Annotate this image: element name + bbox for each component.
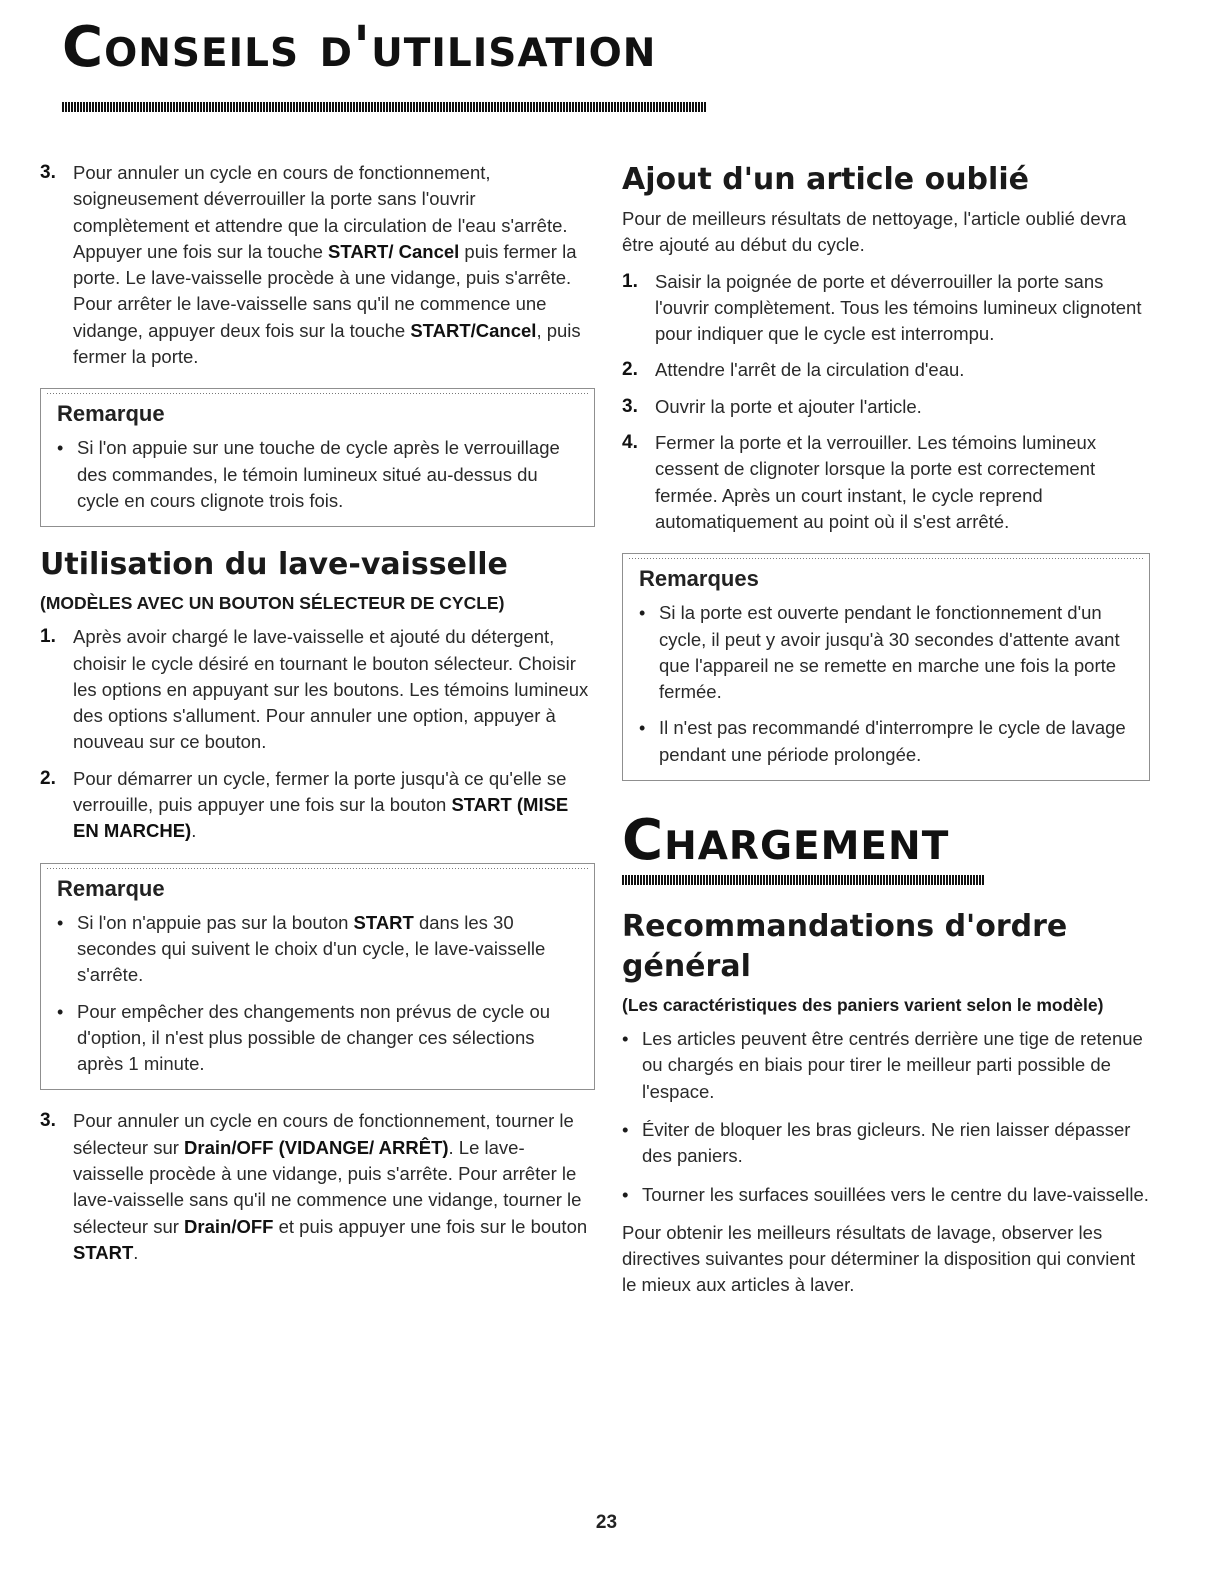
bullet-icon: • bbox=[622, 1183, 629, 1205]
step-number: 3. bbox=[622, 395, 638, 417]
note-text: Il n'est pas recommandé d'interrompre le cycle de lavage pendant une période prolongée. bbox=[659, 717, 1126, 765]
bold-run: START/ Cancel bbox=[328, 240, 460, 262]
section-heading: Recommandations d'ordre général bbox=[622, 909, 1068, 985]
note-item bbox=[57, 910, 578, 989]
text-run: dans les 30 secondes qui suivent le choix d'un cycle, le lave-vaisselle s'arrête. bbox=[77, 911, 546, 986]
page-number: 23 bbox=[595, 1512, 618, 1533]
bold-run: START (MISE EN MARCHE) bbox=[73, 794, 569, 842]
bullet-icon: • bbox=[639, 718, 646, 739]
note-title: Remarque bbox=[57, 401, 165, 427]
bold-run: Drain/OFF bbox=[184, 1215, 274, 1237]
bullet-icon: • bbox=[622, 1118, 629, 1140]
text-run: puis fermer la porte. Le lave-vaisselle procède à une vidange, puis s'arrête. Pour arrêter le lave-vaisselle sans qu'il ne commence une vidange, appuyer deux fois sur la touche bbox=[73, 240, 577, 341]
list-item-text: Les articles peuvent être centrés derrière une tige de retenue ou chargés en biais pour tirer le meilleur parti possible de l'espace. bbox=[642, 1028, 1143, 1102]
text-run: et puis appuyer une fois sur le bouton bbox=[273, 1215, 588, 1237]
bullet-icon: • bbox=[639, 603, 646, 624]
bold-run: START bbox=[353, 911, 414, 933]
note-item bbox=[639, 715, 1133, 768]
bold-run: START bbox=[73, 1241, 134, 1263]
step-number: 2. bbox=[40, 767, 56, 789]
right-column bbox=[622, 160, 1150, 1299]
step-text: Attendre l'arrêt de la circulation d'eau. bbox=[655, 359, 965, 381]
bullet-icon: • bbox=[57, 438, 64, 459]
note-text: Si la porte est ouverte pendant le fonctionnement d'un cycle, il peut y avoir jusqu'à 30 secondes d'attente avant que l'appareil ne se remette en marche une fois la porte fermée. bbox=[659, 602, 1120, 703]
usage-step bbox=[40, 624, 595, 755]
text-run: Pour annuler un cycle en cours de fonctionnement, tourner le sélecteur sur bbox=[73, 1110, 574, 1158]
section-heading: Ajout d'un article oublié bbox=[622, 162, 1029, 197]
list-item bbox=[622, 1026, 1150, 1105]
list-item bbox=[622, 1117, 1150, 1170]
page-title: Conseils d'utilisation bbox=[62, 15, 657, 80]
text-run: , puis fermer la porte. bbox=[73, 319, 581, 368]
section-heading: Utilisation du lave-vaisselle bbox=[40, 547, 508, 583]
note-box bbox=[622, 553, 1150, 781]
drain-step bbox=[40, 1108, 595, 1266]
note-text bbox=[77, 910, 578, 989]
note-item bbox=[57, 435, 578, 514]
note-item bbox=[639, 600, 1133, 705]
cancel-step bbox=[40, 160, 595, 370]
title-underline bbox=[62, 102, 706, 112]
text-run: . Le lave-vaisselle procède à une vidange, puis s'arrête. Pour arrêter le lave-vaisselle sans qu'il ne commence une vidange, tourner le sélecteur sur bbox=[73, 1136, 582, 1237]
step-number: 1. bbox=[622, 270, 638, 292]
note-box bbox=[40, 863, 595, 1091]
note-title: Remarque bbox=[57, 875, 165, 901]
step-text bbox=[73, 1108, 595, 1266]
step-text bbox=[73, 766, 595, 845]
forgot-step bbox=[622, 269, 1150, 348]
step-text: Saisir la poignée de porte et déverrouiller la porte sans l'ouvrir complètement. Tous les témoins lumineux clignotent pour indiquer que le cycle est interrompu. bbox=[655, 270, 1142, 345]
bullet-icon: • bbox=[57, 912, 64, 933]
bullet-icon: • bbox=[57, 1001, 64, 1022]
section-intro: Pour de meilleurs résultats de nettoyage, l'article oublié devra être ajouté au début du cycle. bbox=[622, 208, 1127, 256]
section-subheading: (MODÈLES AVEC UN BOUTON SÉLECTEUR DE CYCLE) bbox=[40, 593, 505, 614]
step-number: 2. bbox=[622, 359, 638, 381]
section-subheading: (Les caractéristiques des paniers varient selon le modèle) bbox=[622, 995, 1104, 1016]
step-number: 1. bbox=[40, 626, 56, 648]
step-text: Après avoir chargé le lave-vaisselle et ajouté du détergent, choisir le cycle désiré en tournant le bouton sélecteur. Choisir les options en appuyant sur les boutons. Les témoins lumineux des options s'allument. Pour annuler une option, appuyer à nouveau sur ce bouton. bbox=[73, 626, 589, 753]
text-run: Pour annuler un cycle en cours de fonctionnement, soigneusement déverrouiller la porte sans l'ouvrir complètement et attendre que la circulation de l'eau s'arrête. Appuyer une fois sur la touche bbox=[73, 162, 568, 262]
step-text bbox=[73, 160, 595, 370]
text-run: Si l'on n'appuie pas sur la bouton bbox=[77, 911, 354, 933]
step-number: 3. bbox=[40, 162, 56, 183]
bold-run: START/Cancel bbox=[410, 319, 537, 341]
closing-paragraph: Pour obtenir les meilleurs résultats de lavage, observer les directives suivantes pour déterminer la disposition qui convient le mieux aux articles à laver. bbox=[622, 1221, 1136, 1296]
bullet-icon: • bbox=[622, 1028, 629, 1050]
text-run: Pour démarrer un cycle, fermer la porte jusqu'à ce qu'elle se verrouille, puis appuyer une fois sur la bouton bbox=[73, 767, 567, 816]
bold-run: Drain/OFF (VIDANGE/ ARRÊT) bbox=[184, 1136, 449, 1158]
text-run: . bbox=[191, 820, 197, 842]
note-item bbox=[57, 999, 578, 1078]
step-number: 3. bbox=[40, 1110, 56, 1132]
list-item bbox=[622, 1182, 1150, 1208]
note-box bbox=[40, 388, 595, 527]
note-title: Remarques bbox=[639, 566, 759, 592]
chapter-underline bbox=[622, 875, 984, 885]
step-text: Fermer la porte et la verrouiller. Les témoins lumineux cessent de clignoter lorsque la porte est correctement fermée. Après un court instant, le cycle reprend automatiquement au point où il s'est arrêté. bbox=[655, 432, 1097, 532]
step-text: Ouvrir la porte et ajouter l'article. bbox=[655, 395, 922, 417]
list-item-text: Tourner les surfaces souillées vers le centre du lave-vaisselle. bbox=[642, 1183, 1149, 1205]
step-number: 4. bbox=[622, 432, 638, 454]
list-item-text: Éviter de bloquer les bras gicleurs. Ne rien laisser dépasser des paniers. bbox=[642, 1118, 1131, 1167]
note-text: Pour empêcher des changements non prévus de cycle ou d'option, il n'est plus possible de changer ces sélections après 1 minute. bbox=[77, 1000, 551, 1075]
text-run: . bbox=[133, 1241, 139, 1263]
forgot-step bbox=[622, 430, 1150, 535]
note-text: Si l'on appuie sur une touche de cycle après le verrouillage des commandes, le témoin lumineux situé au-dessus du cycle en cours clignote trois fois. bbox=[77, 437, 560, 511]
forgot-step bbox=[622, 357, 1150, 383]
forgot-step bbox=[622, 394, 1150, 420]
chapter-title: Chargement bbox=[622, 808, 950, 874]
usage-step bbox=[40, 766, 595, 845]
left-column bbox=[40, 160, 595, 1276]
